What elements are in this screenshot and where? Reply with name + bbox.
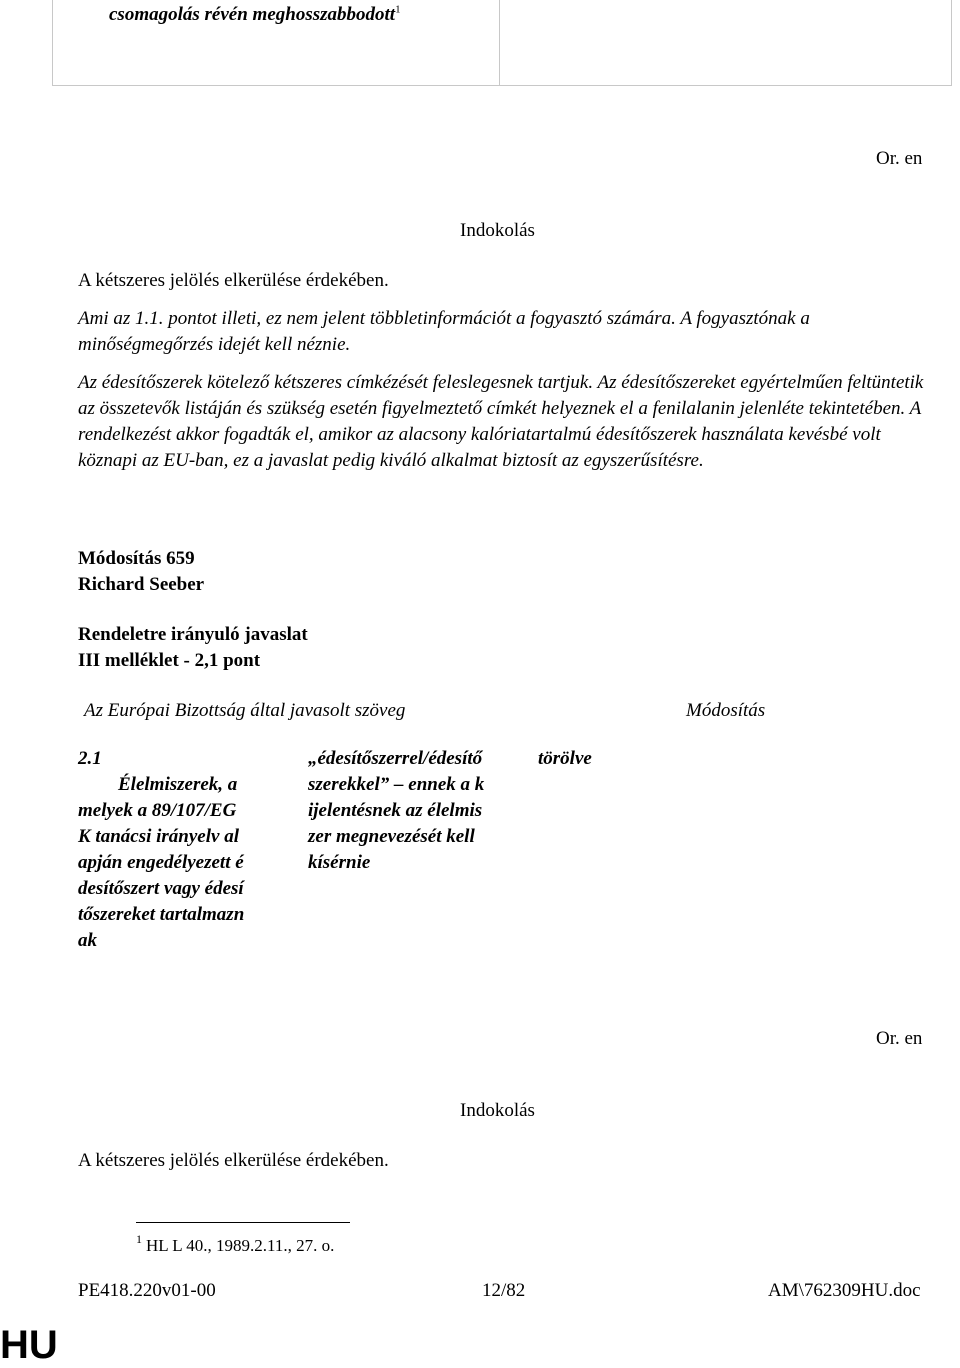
footnote-text: HL L 40., 1989.2.11., 27. o. — [146, 1236, 335, 1255]
original-language-label-2: Or. en — [876, 1028, 923, 1049]
row-wording: „édesítőszerrel/édesítőszerekkel” – ennek a kijelentésnek az élelmiszer megnevezését kell kísérnie — [308, 748, 485, 873]
footer-page-number: 12/82 — [482, 1280, 526, 1301]
justification-heading-2: Indokolás — [460, 1100, 535, 1121]
footnote-separator — [136, 1222, 350, 1223]
justification-paragraph-2: Az édesítőszerek kötelező kétszeres címkézését feleslegesnek tartjuk. Az édesítőszereket egyértelműen feltüntetik az összetevők listáján és szükség esetén figyelmeztető címkét helyeznek el a fenilalanin jelenléte tekintetében. A rendelkezést akkor fogadták el, amikor az alacsony kalóriatartalmú édesítőszerek használata kevésbé volt köznapi az EU-ban, ez a javaslat pedig kiváló alkalmat biztosít az egyszerűsítésre. — [78, 372, 924, 471]
row-description: Élelmiszerek, amelyek a 89/107/EGK tanácsi irányelv alapján engedélyezett édesítőszert vagy édesítőszereket tartalmaznak — [78, 774, 245, 951]
amendment-number: Módosítás 659 — [78, 548, 195, 569]
column-header-amendment: Módosítás — [686, 700, 766, 721]
footnote-reference: 1 — [395, 3, 401, 16]
row-amended-text: törölve — [538, 748, 592, 769]
justification-paragraph-1: Ami az 1.1. pontot illeti, ez nem jelent többletinformációt a fogyasztó számára. A fogyasztónak a minőségmegőrzés idejét kell néznie. — [78, 308, 810, 355]
column-header-commission-text: Az Európai Bizottság által javasolt szöveg — [84, 700, 406, 721]
table-cell-left — [109, 2, 489, 28]
justification-heading: Indokolás — [460, 220, 535, 241]
justification-reason: A kétszeres jelölés elkerülése érdekében. — [78, 270, 389, 291]
footer-file-name: AM\762309HU.doc — [768, 1280, 921, 1301]
previous-amendment-table — [52, 0, 952, 86]
table-column-divider — [499, 0, 500, 85]
justification-reason-2: A kétszeres jelölés elkerülése érdekében. — [78, 1150, 389, 1171]
footer-document-reference: PE418.220v01-00 — [78, 1280, 216, 1301]
row-number: 2.1 — [78, 748, 102, 769]
annex-reference: III melléklet - 2,1 pont — [78, 650, 261, 671]
amendment-author: Richard Seeber — [78, 574, 205, 595]
table-cell-text: csomagolás révén meghosszabbodott — [109, 4, 396, 25]
footnote-marker: 1 — [136, 1232, 142, 1246]
language-code: HU — [0, 1323, 58, 1367]
proposal-title: Rendeletre irányuló javaslat — [78, 624, 308, 645]
original-language-label: Or. en — [876, 148, 923, 169]
